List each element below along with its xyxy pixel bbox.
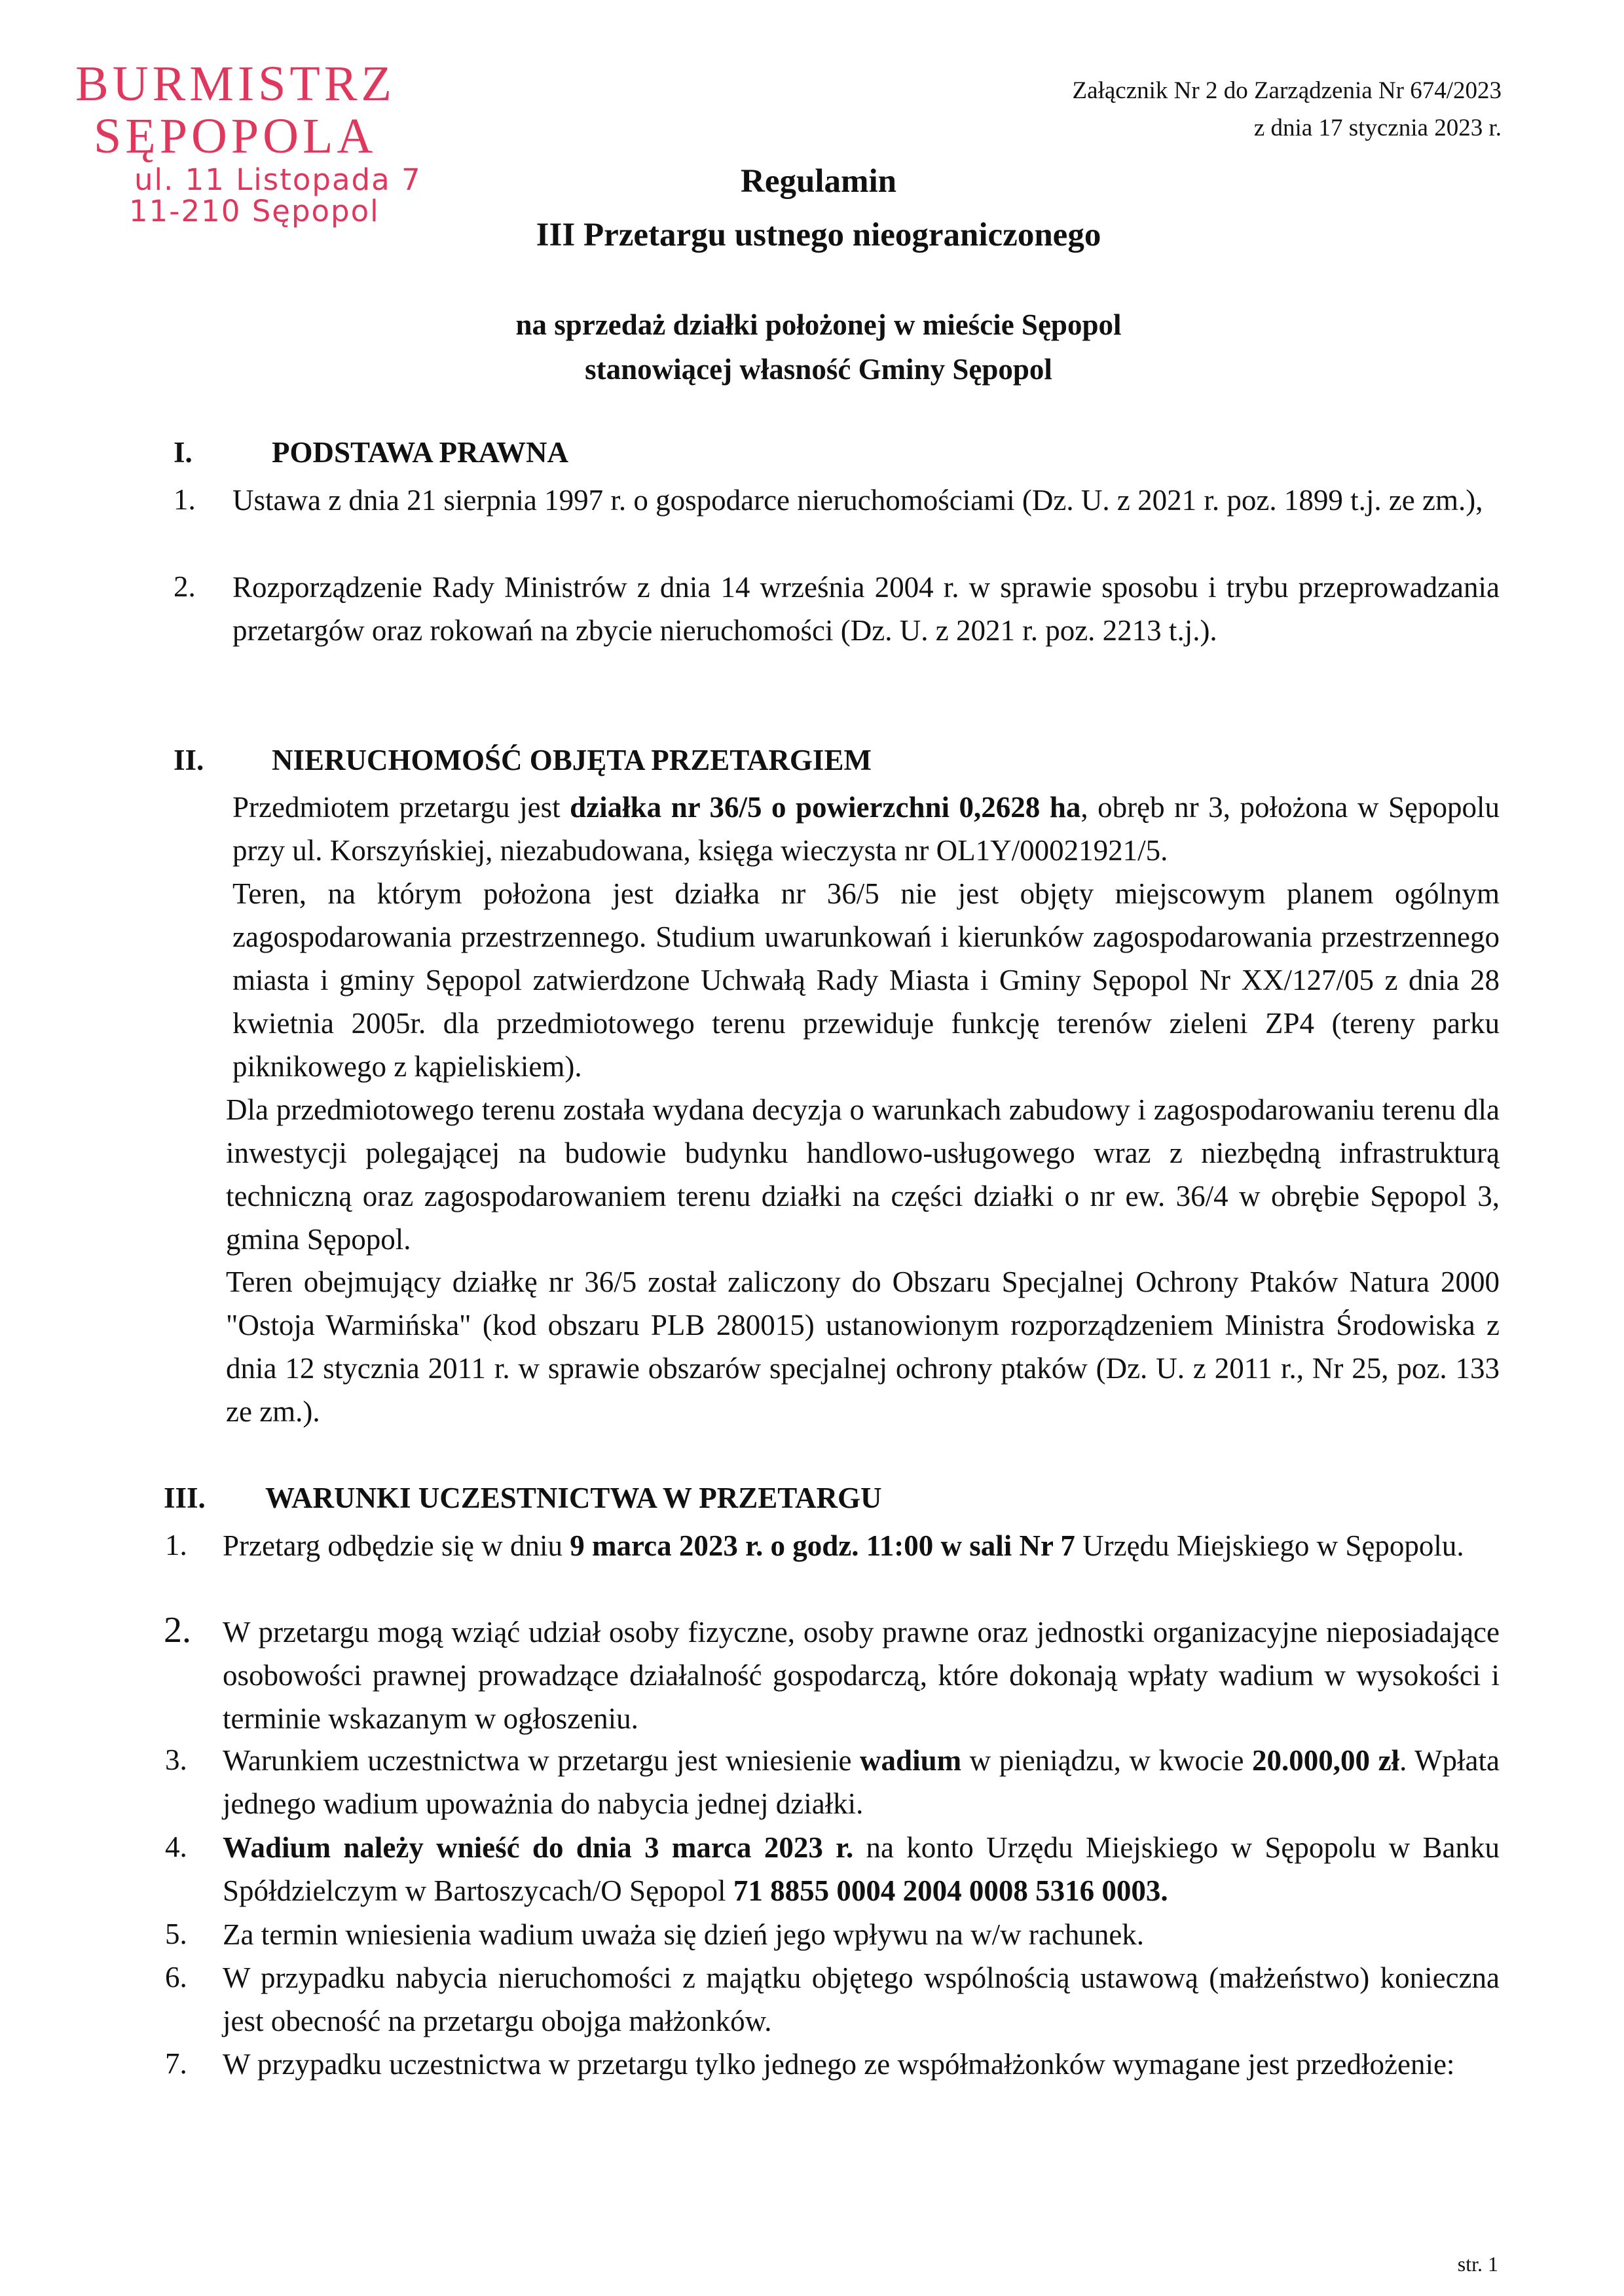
- annex-line-2: z dnia 17 stycznia 2023 r.: [1253, 115, 1502, 141]
- s2-p1-part-a: Przedmiotem przetargu jest: [232, 791, 570, 824]
- annex-line-1: Załącznik Nr 2 do Zarządzenia Nr 674/2023: [1072, 77, 1502, 104]
- section-2-heading: NIERUCHOMOŚĆ OBJĘTA PRZETARGIEM: [272, 744, 872, 776]
- s1-item-1-number: 1.: [174, 483, 196, 516]
- s3-item-7-text: W przypadku uczestnictwa w przetargu tylko jednego ze współmałżonków wymagane jest przedłożenie:: [223, 2048, 1455, 2081]
- s3-item-3-text: [223, 1739, 1500, 1825]
- s2-paragraph-1: [232, 786, 1500, 872]
- s3-item-2-text: W przetargu mogą wziąć udział osoby fizyczne, osoby prawne oraz jednostki organizacyjne nieposiadające osobowości prawnej prowadzące działalność gospodarczą, które dokonają wpłaty wadium w wysokości i terminie wskazanym w ogłoszeniu.: [223, 1616, 1500, 1735]
- document-subtitle: III Przetargu ustnego nieograniczonego: [536, 217, 1101, 253]
- s3-i1-part-c: Urzędu Miejskiego w Sępopolu.: [1075, 1529, 1464, 1562]
- s3-i1-part-a: Przetarg odbędzie się w dniu: [223, 1529, 570, 1562]
- s1-item-2-text: Rozporządzenie Rady Ministrów z dnia 14 września 2004 r. w sprawie sposobu i trybu przeprowadzania przetargów oraz rokowań na zbycie nieruchomości (Dz. U. z 2021 r. poz. 2213 t.j.).: [232, 571, 1500, 647]
- section-2-number: II.: [174, 744, 204, 776]
- section-1-number: I.: [174, 436, 193, 469]
- s2-paragraph-2: Teren, na którym położona jest działka nr 36/5 nie jest objęty miejscowym planem ogólnym zagospodarowania przestrzennego. Studium uwarunkowań i kierunków zagospodarowania przestrzennego miasta i gminy Sępopol zatwierdzone Uchwałą Rady Miasta i Gminy Sępopol Nr XX/127/05 z dnia 28 kwietnia 2005r. dla przedmiotowego terenu przewiduje funkcję terenów zieleni ZP4 (tereny parku piknikowego z kąpieliskiem).: [232, 877, 1500, 1083]
- s3-item-2-number: 2.: [164, 1610, 191, 1650]
- s2-paragraph-4: Teren obejmujący działkę nr 36/5 został zaliczony do Obszaru Specjalnej Ochrony Ptaków Natura 2000 "Ostoja Warmińska" (kod obszaru PLB 280015) ustanowionym rozporządzeniem Ministra Środowiska z dnia 12 stycznia 2011 r. w sprawie obszarów specjalnej ochrony ptaków (Dz. U. z 2011 r., Nr 25, poz. 133 ze zm.).: [226, 1266, 1500, 1428]
- s3-i4-part-b: na konto Urzędu Miejskiego w Sępopolu w Banku Spółdzielczym w Bartoszycach/O Sępopol: [223, 1831, 1500, 1907]
- s3-i4-account: 71 8855 0004 2004 0008 5316 0003.: [733, 1874, 1168, 1907]
- s3-item-6-text: W przypadku nabycia nieruchomości z majątku objętego wspólnością ustawową (małżeństwo) konieczna jest obecność na przetargu obojga małżonków.: [223, 1961, 1500, 2037]
- s3-i3-deposit: wadium: [860, 1744, 962, 1777]
- s3-i1-date: 9 marca 2023 r. o godz. 11:00 w sali Nr 7: [570, 1529, 1075, 1562]
- stamp-line-2: SĘPOPOLA: [94, 109, 377, 164]
- page-number: str. 1: [1457, 2252, 1498, 2276]
- s3-i4-deadline: Wadium należy wnieść do dnia 3 marca 2023 r.: [223, 1831, 854, 1864]
- s3-item-5-number: 5.: [165, 1918, 187, 1950]
- s3-item-4-text: [223, 1826, 1500, 1912]
- s2-p1-plot: działka nr 36/5 o powierzchni 0,2628 ha: [570, 791, 1081, 824]
- s2-paragraph-3: Dla przedmiotowego terenu została wydana decyzja o warunkach zabudowy i zagospodarowaniu terenu dla inwestycji polegającej na budowie budynku handlowo-usługowego wraz z niezbędną infrastrukturą techniczną oraz zagospodarowaniem terenu działki na części działki o nr ew. 36/4 w obrębie Sępopol 3, gmina Sępopol.: [226, 1093, 1500, 1256]
- document-subject-line-2: stanowiącej własność Gminy Sępopol: [585, 353, 1052, 386]
- stamp-line-3: ul. 11 Listopada 7: [134, 162, 422, 197]
- section-3-number: III.: [164, 1482, 206, 1514]
- s3-i3-amount: 20.000,00 zł: [1252, 1744, 1400, 1777]
- s3-item-5-text: Za termin wniesienia wadium uważa się dzień jego wpływu na w/w rachunek.: [223, 1918, 1145, 1951]
- stamp-line-1: BURMISTRZ: [75, 56, 396, 111]
- s3-i3-part-e: . Wpłata jednego wadium upoważnia do nabycia jednej działki.: [223, 1744, 1500, 1820]
- s3-i3-part-c: w pieniądzu, w kwocie: [961, 1744, 1253, 1777]
- s3-item-1-text: [223, 1524, 1500, 1567]
- document-subject-line-1: na sprzedaż działki położonej w mieście Sępopol: [515, 308, 1122, 341]
- section-1-heading: PODSTAWA PRAWNA: [272, 436, 568, 469]
- s1-item-1-text: Ustawa z dnia 21 sierpnia 1997 r. o gospodarce nieruchomościami (Dz. U. z 2021 r. poz. 1899 t.j. ze zm.),: [232, 484, 1483, 517]
- s3-item-4-number: 4.: [165, 1831, 187, 1863]
- s2-p1-part-c: , obręb nr 3, położona w Sępopolu przy ul. Korszyńskiej, niezabudowana, księga wieczysta nr OL1Y/00021921/5.: [232, 791, 1500, 867]
- section-3-heading: WARUNKI UCZESTNICTWA W PRZETARGU: [265, 1482, 882, 1514]
- s3-item-6-number: 6.: [165, 1961, 187, 1994]
- s3-item-3-number: 3.: [165, 1743, 187, 1776]
- s3-item-1-number: 1.: [165, 1529, 187, 1561]
- s1-item-2-number: 2.: [174, 570, 196, 603]
- stamp-line-4: 11-210 Sępopol: [129, 194, 380, 228]
- document-title: Regulamin: [740, 163, 897, 200]
- s3-item-7-number: 7.: [165, 2047, 187, 2080]
- annex-reference: [1073, 72, 1502, 147]
- s3-i3-part-a: Warunkiem uczestnictwa w przetargu jest wniesienie: [223, 1744, 860, 1777]
